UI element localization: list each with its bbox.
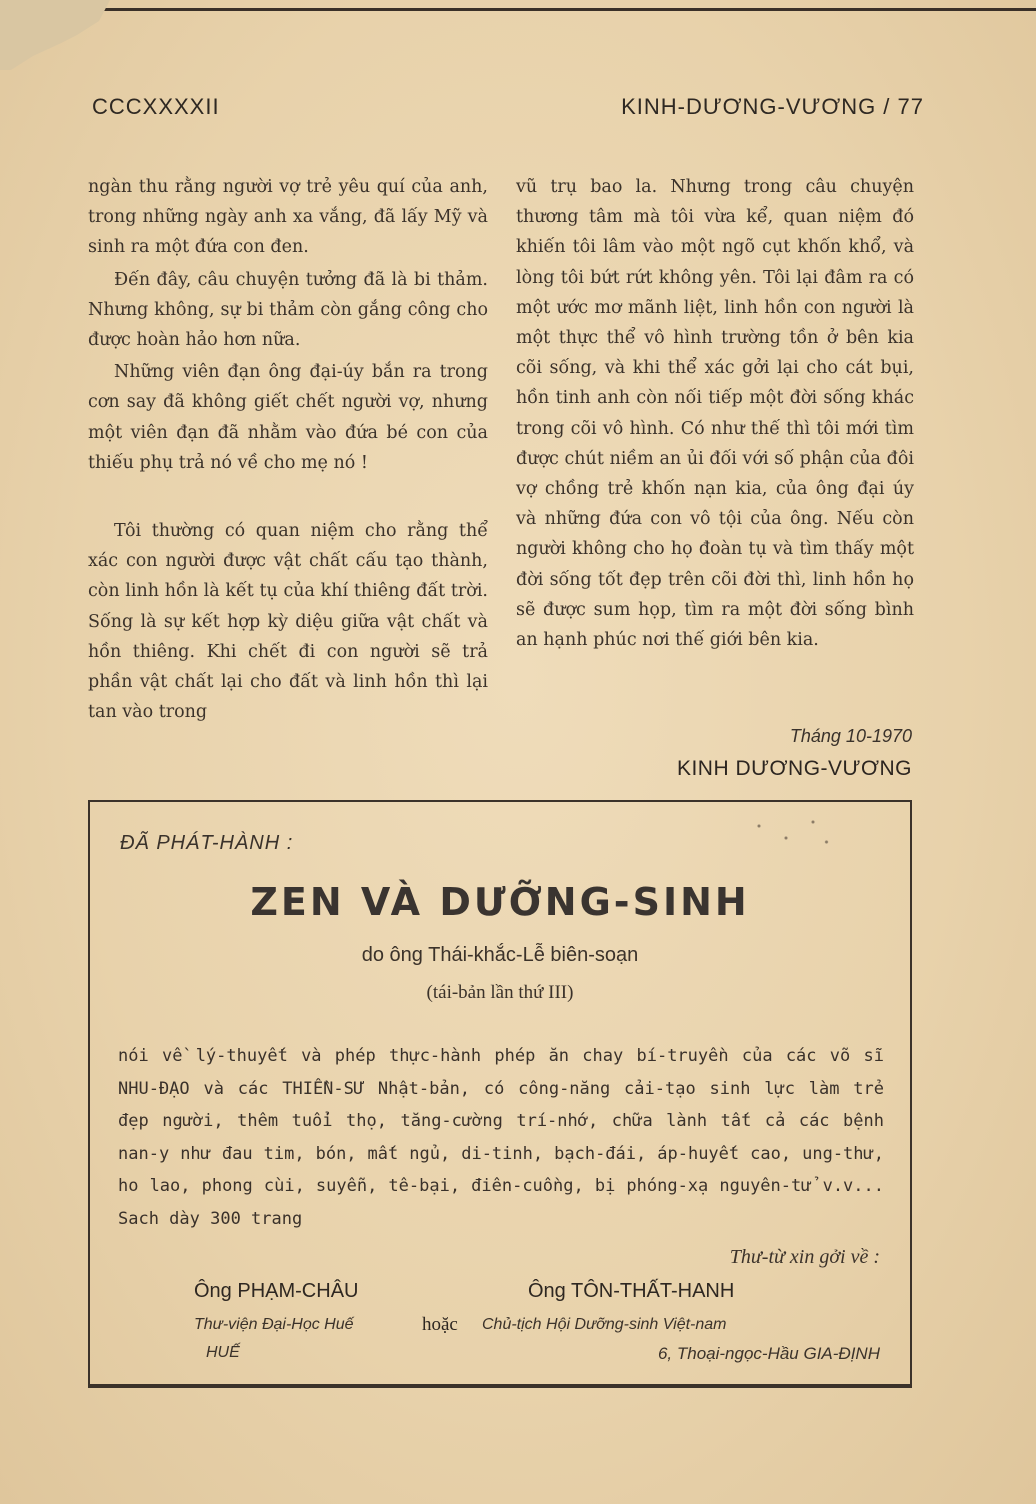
book-title: ZEN VÀ DƯỠNG-SINH [250,880,750,924]
book-description: nói về lý-thuyết và phép thực-hành phép ăn chay bí-truyền của các võ sĩ NHU-ĐẠO và các THIỀN-SƯ Nhật-bản, có công-năng cải-tạo sinh lực làm trẻ đẹp người, thêm tuổi thọ, tăng-cường trí-nhớ, chữa lành tất cả các bệnh nan-y như đau tim, bón, mất ngủ, di-tinh, bạch-đái, áp-huyết cao, ung-thư, ho lao, phong cùi, suyễn, tê-bại, điên-cuồng, bị phóng-xạ nguyên-tử v.v... Sach dày 300 trang [118,1046,884,1229]
article-author: KINH DƯƠNG-VƯƠNG [676,757,912,780]
page-header [92,94,924,126]
contact-b-city: 6, Thoại-ngọc-Hầu GIA-ĐỊNH [657,1344,880,1363]
contact-a-address: Thư-viện Đại-Học Huế [194,1316,354,1333]
paragraph: Tôi thường có quan niệm cho rằng thể xác con người được vật chất cấu tạo thành, còn linh hồn là kết tụ của khí thiêng đất trời. Sống là sự kết hợp kỳ diệu giữa vật chất và hồn thiêng. Khi chết đi con người sẽ trả phần vật chất lại cho đất và linh hồn thì lại tan vào trong [88,521,488,723]
contact-a-name: Ông PHẠM-CHÂU [194,1280,359,1302]
running-title: KINH-DƯƠNG-VƯƠNG / 77 [621,94,924,119]
paragraph: Đến đây, câu chuyện tưởng đã là bi thảm. Nhưng không, sự bi thảm còn gắng công cho được hoàn hảo hơn nữa. [88,269,488,351]
article-date: Tháng 10-1970 [789,726,912,746]
contact-b-name: Ông TÔN-THẤT-HANH [528,1280,735,1302]
article-column-left [88,172,488,727]
ad-label: ĐÃ PHÁT-HÀNH : [120,832,294,854]
contact-or: hoặc [422,1314,458,1335]
contact-a-city: HUẾ [206,1344,240,1361]
top-rule [18,8,1036,11]
torn-corner [0,0,110,70]
book-edition: (tái-bản lần thứ III) [426,982,574,1003]
print-specks [750,814,840,854]
contact-label: Thư-từ xin gởi về : [729,1246,880,1268]
page-number-roman: CCCXXXXII [92,94,220,119]
paragraph: vũ trụ bao la. Nhưng trong câu chuyện thương tâm mà tôi vừa kể, quan niệm đó khiến tôi lâm vào một ngõ cụt khốn khổ, và lòng tôi bứt rứt không yên. Tôi lại đâm ra có một ước mơ mãnh liệt, linh hồn con người là một thực thể vô hình trường tồn ở bên kia cõi sống, và khi thể xác gởi lại cho cát bụi, hồn tinh anh còn nối tiếp một đời sống khác trong cõi vô hình. Có như thế thì tôi mới tìm được chút niềm an ủi đối với số phận của đôi vợ chồng trẻ khốn nạn kia, của ông đại úy và những đứa con vô tội của ông. Nếu còn người không cho họ đoàn tụ và tìm thấy một đời sống tốt đẹp trên cõi đời thì, linh hồn họ sẽ được sum họp, tìm ra một đời sống bình an hạnh phúc nơi thế giới bên kia. [516,177,914,651]
article-column-right [516,172,914,655]
paragraph: ngàn thu rằng người vợ trẻ yêu quí của anh, trong những ngày anh xa vắng, đã lấy Mỹ và sinh ra một đứa con đen. [88,177,488,258]
book-advertisement [88,800,912,1388]
paragraph: Những viên đạn ông đại-úy bắn ra trong cơn say đã không giết chết người vợ, nhưng một viên đạn đã nhằm vào đứa bé con của thiếu phụ trả nó về cho mẹ nó ! [88,362,488,473]
book-author: do ông Thái-khắc-Lễ biên-soạn [361,944,639,966]
contact-b-address: Chủ-tịch Hội Dưỡng-sinh Việt-nam [482,1316,727,1333]
